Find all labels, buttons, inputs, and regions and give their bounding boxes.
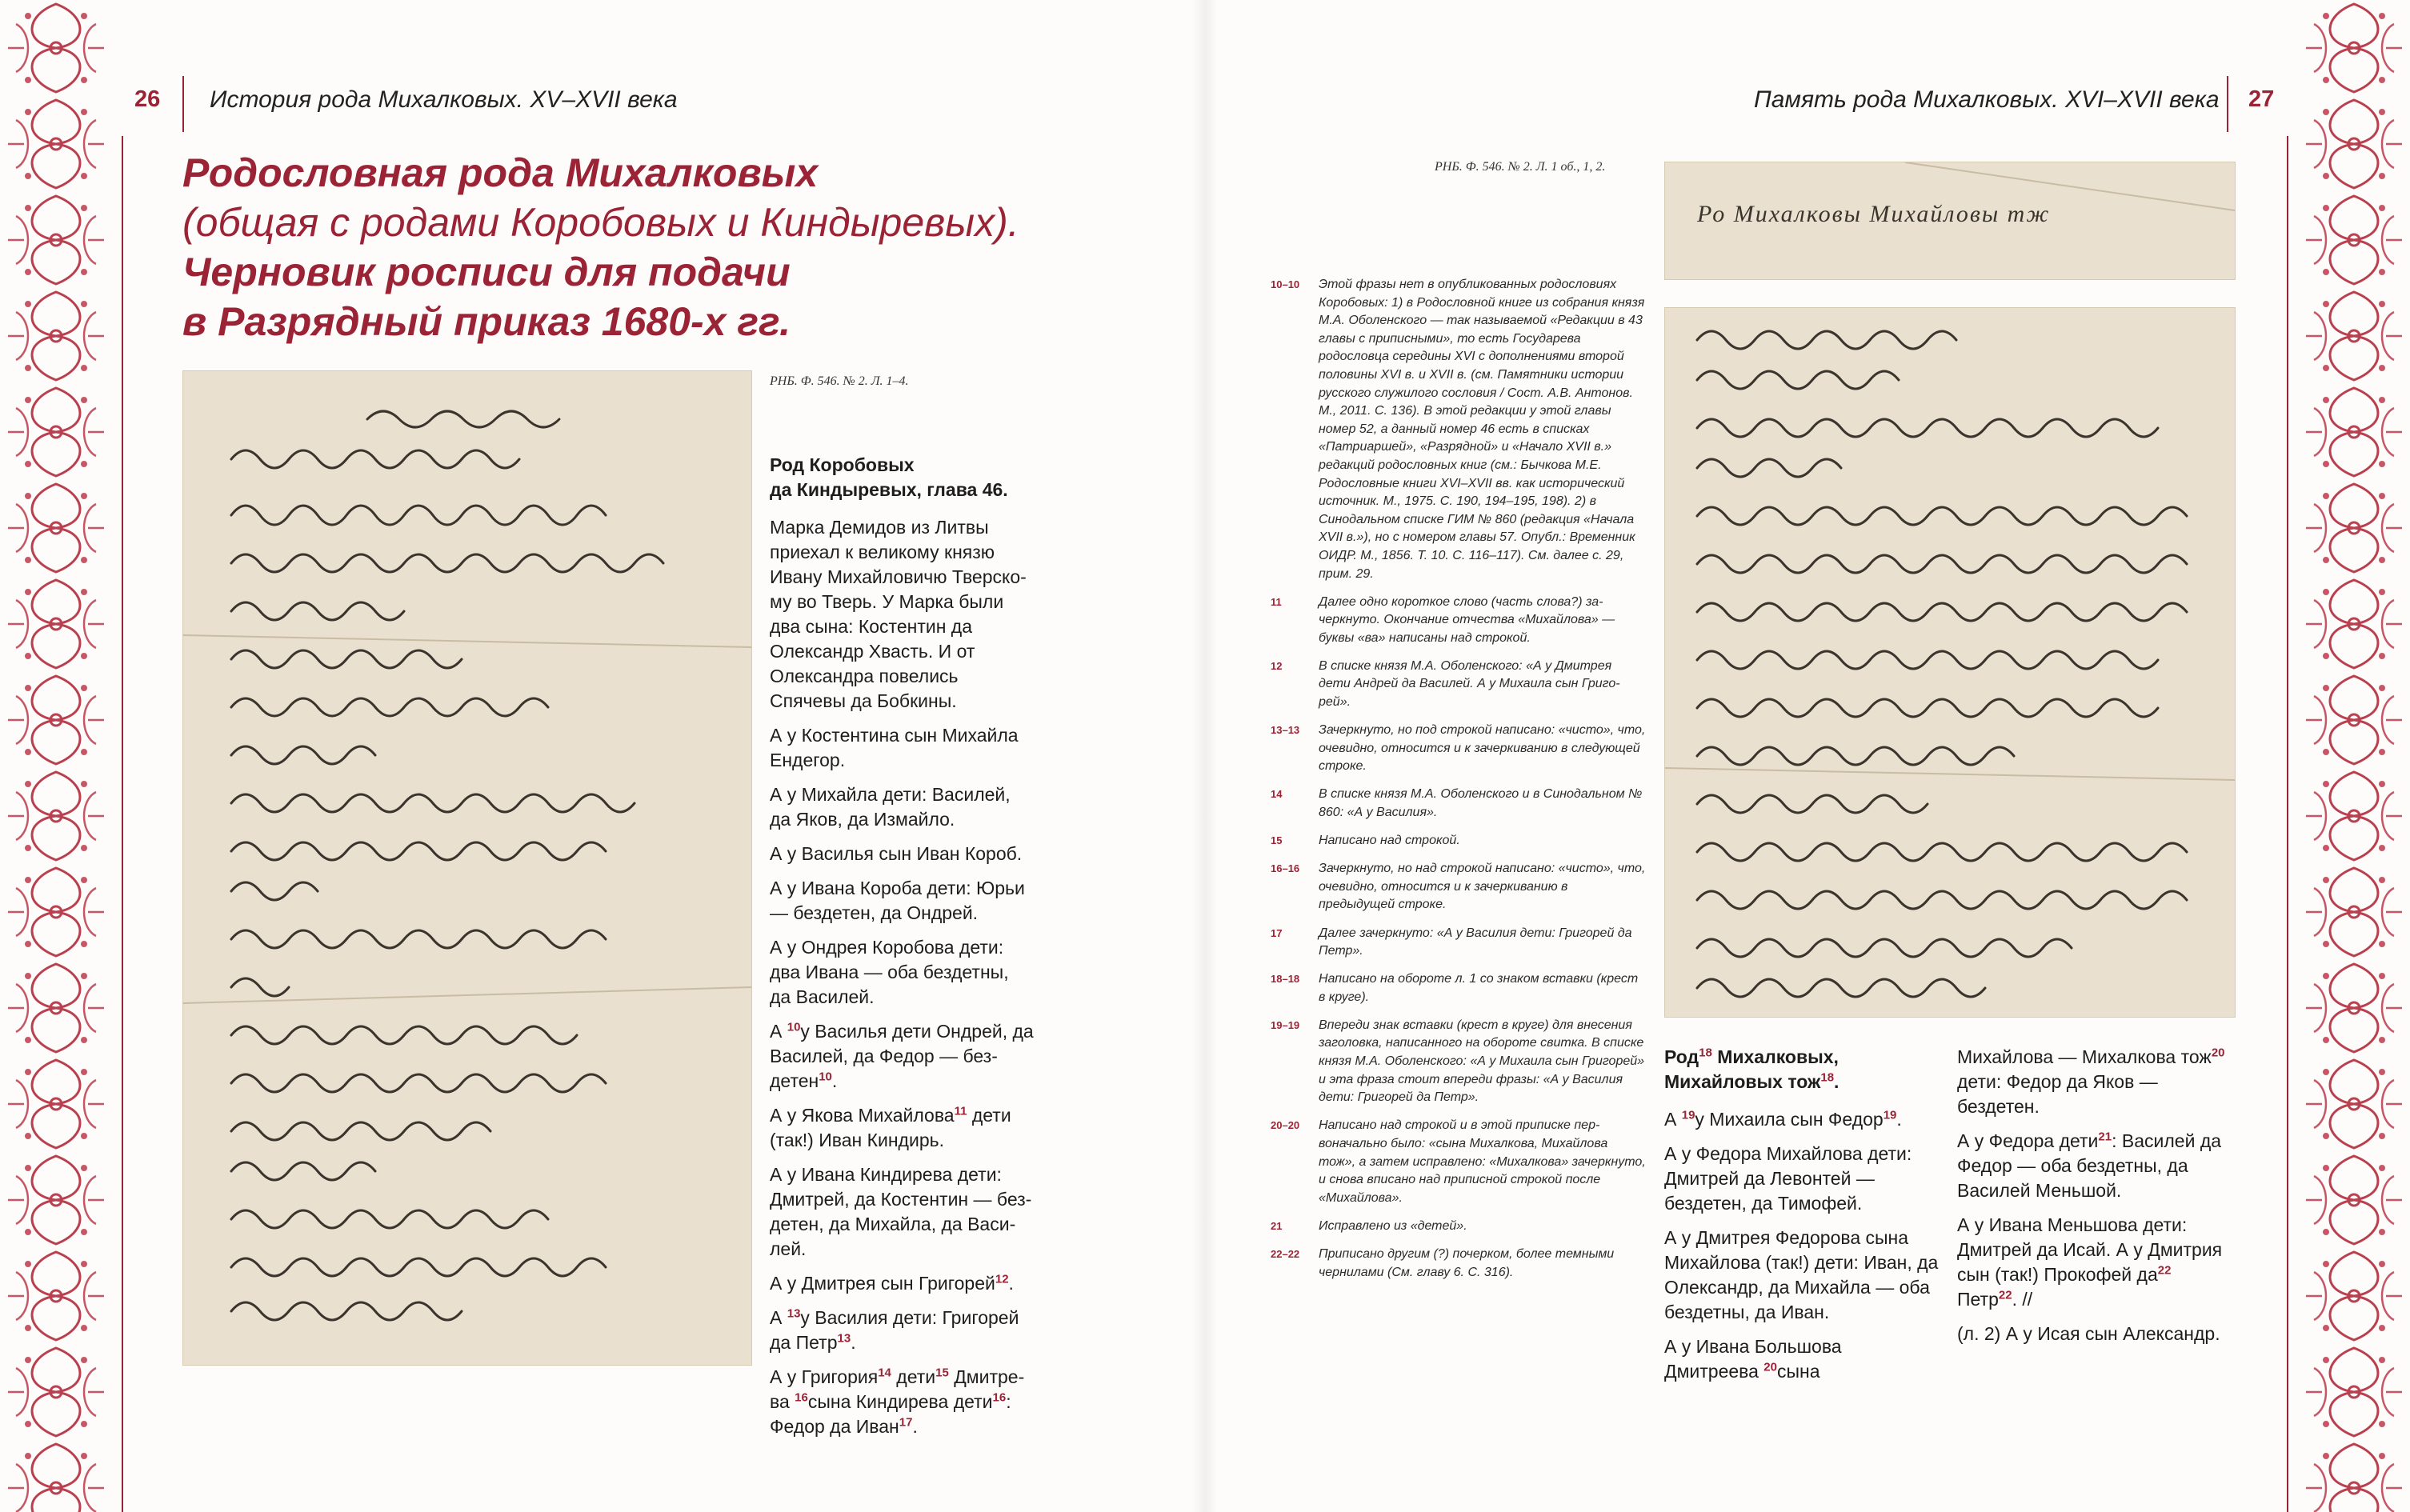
- text-run: у Василия дети: Григорей да Петр: [770, 1307, 1019, 1353]
- footnote-text: Написано над строкой.: [1319, 834, 1460, 848]
- transcription-right-col1: [1664, 1045, 1940, 1394]
- footnote-text: Зачеркнуто, но над строкой написано: «чисто», что, очевидно, относится и к зачеркиванию в предыдущей строке.: [1319, 862, 1646, 912]
- page-number-left: 26: [134, 86, 161, 112]
- footnote-marker: 10: [819, 1070, 832, 1084]
- section-heading-korobovy: [770, 453, 1034, 502]
- paragraph-2: А у Костентина сын Михайла Ендегор.: [770, 725, 1019, 770]
- footnote-marker: 10: [787, 1020, 801, 1034]
- page-number-right: 27: [2248, 86, 2275, 112]
- text-run: сына: [1776, 1361, 1820, 1382]
- footnote-number: 11: [1271, 595, 1282, 608]
- footnote-text: Впереди знак вставки (крест в круге) для внесения заголовка, написанного на обороте свитка. В списке князя М.А. Оболенского: «А у Михаила сын Григорей» и эта фраза стоит впереди фразы: «А у Василия дети: Григорей да Петр».: [1319, 1018, 1645, 1105]
- paragraph-4: А у Василья сын Иван Короб.: [770, 843, 1023, 864]
- running-title-right: Память рода Михалковых. XVI–XVII века: [1754, 86, 2220, 113]
- footnote-number: 22–22: [1271, 1247, 1300, 1260]
- text-run: А у Григория: [770, 1366, 879, 1387]
- paragraph-10: [770, 1271, 1034, 1296]
- footnote-text: В списке князя М.А. Оболенского и в Синодальном № 860: «А у Василия».: [1319, 787, 1643, 820]
- footnote-marker: 15: [935, 1366, 949, 1380]
- footnote-item: [1271, 970, 1647, 1006]
- book-gutter: [1192, 0, 1218, 1512]
- paragraph-r8: (л. 2) А у Исая сын Александр.: [1957, 1323, 2220, 1344]
- page-title: [182, 148, 1063, 346]
- footnote-marker: 22: [1998, 1288, 2012, 1302]
- paragraph-r2: А у Федора Михайлова дети: Дмитрей да Левонтей — бездетен, да Тимофей.: [1664, 1143, 1912, 1214]
- footnote-number: 21: [1271, 1219, 1283, 1232]
- text-run: А у Дмитрея сын Григорей: [770, 1273, 995, 1294]
- paragraph-r3: А у Дмитрея Федорова сына Михайлова (так!) дети: Иван, да Олександр, да Михайла — оба бездетны, да Иван.: [1664, 1227, 1939, 1322]
- footnote-text: Далее одно короткое слово (часть слова?) зачеркнуто. Окончание отчества «Михайлова» — буквы «ва» написаны над строкой.: [1319, 594, 1615, 645]
- text-run: .: [912, 1416, 918, 1437]
- footnote-item: [1271, 1117, 1647, 1207]
- text-run: Михайлова — Михалкова тож: [1957, 1046, 2212, 1067]
- title-line-2: (общая с родами Коробовых и Киндыревых).: [182, 200, 1019, 245]
- footnote-item: [1271, 1218, 1647, 1236]
- section-heading-mikhalkovy: [1664, 1045, 1940, 1094]
- footnote-item: [1271, 722, 1647, 776]
- handwriting-lines-right: [1665, 308, 2235, 1017]
- footnote-number: 15: [1271, 834, 1283, 847]
- section-heading-line-2: да Киндыревых, глава 46.: [770, 479, 1008, 500]
- paragraph-r6: [1957, 1129, 2233, 1203]
- text-run: А: [770, 1307, 787, 1328]
- transcription-left: [770, 453, 1034, 1449]
- paragraph-3: А у Михайла дети: Василей, да Яков, да Измайло.: [770, 784, 1011, 830]
- paragraph-r5: [1957, 1045, 2233, 1119]
- paragraph-r1: [1664, 1107, 1940, 1132]
- text-run: А: [770, 1021, 787, 1042]
- footnote-marker: 16: [992, 1390, 1007, 1405]
- text-run: дети: Федор да Яков — бездетен.: [1957, 1071, 2158, 1117]
- text-run: Петр: [1957, 1289, 1999, 1310]
- text-run: . //: [2012, 1289, 2033, 1310]
- footnote-marker: 18: [1699, 1046, 1712, 1060]
- paragraph-5: А у Ивана Короба дети: Юрьи — бездетен, да Ондрей.: [770, 878, 1025, 923]
- text-run: А у Ивана Большова Дмитреева: [1664, 1336, 1842, 1382]
- footnote-marker: 19: [1883, 1108, 1897, 1122]
- footnote-number: 20–20: [1271, 1119, 1300, 1132]
- text-run: у Василья дети Ондрей, да Василей, да Федор — бездетен: [770, 1021, 1034, 1091]
- transcription-right-col2: [1957, 1045, 2233, 1356]
- title-line-1: Родословная рода Михалковых: [182, 150, 819, 195]
- footnote-marker: 11: [954, 1104, 967, 1118]
- header-divider-right: [2227, 76, 2228, 132]
- footnote-number: 19–19: [1271, 1018, 1300, 1031]
- text-run: А у Ивана Меньшова дети: Дмитрей да Исай. А у Дмитрия сын (так!) Прокофей да: [1957, 1214, 2223, 1285]
- manuscript-strip-text: Ро Михалковы Михайловы тж: [1697, 201, 2051, 227]
- footnote-marker: 12: [995, 1272, 1009, 1286]
- footnote-number: 18–18: [1271, 973, 1300, 986]
- paragraph-7: [770, 1019, 1034, 1094]
- paragraph-8: [770, 1103, 1034, 1153]
- paragraph-11: [770, 1306, 1034, 1355]
- text-run: дети: [891, 1366, 936, 1387]
- text-run: сына Киндирева дети: [807, 1391, 993, 1412]
- text-run: Род: [1664, 1046, 1699, 1067]
- text-run: .: [1896, 1109, 1902, 1130]
- footnote-number: 17: [1271, 926, 1283, 939]
- text-run: .: [1008, 1273, 1014, 1294]
- footnote-item: [1271, 786, 1647, 822]
- running-title-left: История рода Михалковых. XV–XVII века: [210, 86, 678, 113]
- text-run: А у Федора дети: [1957, 1130, 2099, 1151]
- footnote-number: 12: [1271, 659, 1283, 672]
- footnote-number: 13–13: [1271, 724, 1300, 737]
- title-line-4: в Разрядный приказ 1680-х гг.: [182, 299, 791, 344]
- footnote-marker: 19: [1681, 1108, 1695, 1122]
- footnote-item: [1271, 832, 1647, 850]
- footnote-text: Далее зачеркнуто: «А у Василия дети: Григорей да Петр».: [1319, 926, 1632, 958]
- margin-line-left: [122, 136, 123, 1512]
- text-run: дети (так!) Иван Киндирь.: [770, 1105, 1011, 1150]
- text-run: .: [1834, 1071, 1840, 1092]
- paragraph-12: [770, 1365, 1034, 1439]
- ornamental-border-left: [0, 0, 112, 1512]
- footnote-marker: 20: [2211, 1046, 2225, 1060]
- ornamental-border-right: [2298, 0, 2410, 1512]
- text-run: А у Якова Михайлова: [770, 1105, 955, 1126]
- footnote-item: [1271, 1017, 1647, 1107]
- paragraph-1: Марка Демидов из Литвы приехал к великому князю Ивану Михайловичю Тверскому во Тверь. У Марка были два сына: Костентин да Олександр Хвасть. И от Олександра повелись Спячевы да Бобкины.: [770, 517, 1027, 711]
- header-divider-left: [182, 76, 184, 132]
- text-run: : Федор да Иван: [770, 1391, 1011, 1437]
- footnotes: [1271, 276, 1647, 1292]
- footnote-item: [1271, 658, 1647, 712]
- footnote-item: [1271, 925, 1647, 961]
- paragraph-r7: [1957, 1213, 2233, 1312]
- footnote-marker: 20: [1763, 1360, 1777, 1374]
- footnote-text: Исправлено из «детей».: [1319, 1218, 1467, 1233]
- paragraph-r4: [1664, 1334, 1940, 1384]
- footnote-text: В списке князя М.А. Оболенского: «А у Дмитрея дети Андрей да Василей. А у Михаила сын Григорей».: [1319, 658, 1620, 710]
- footnote-text: Написано на обороте л. 1 со знаком вставки (крест в круге).: [1319, 972, 1639, 1004]
- footnote-text: Написано над строкой и в этой приписке первоначально было: «сына Михалкова, Михайлова тож», а затем исправлено: «Михалкова» зачеркнуто, и снова вписано над приписной строкой после «Михайлова».: [1319, 1118, 1646, 1205]
- text-run: Михалковых,: [1711, 1046, 1839, 1067]
- caption-left: РНБ. Ф. 546. № 2. Л. 1–4.: [770, 374, 909, 388]
- paragraph-9: А у Ивана Киндирева дети: Дмитрей, да Костентин — бездетен, да Михайла, да Василей.: [770, 1164, 1032, 1259]
- footnote-marker: 13: [787, 1306, 801, 1321]
- title-line-3: Черновик росписи для подачи: [182, 250, 791, 294]
- paragraph-6: А у Ондрея Коробова дети: два Ивана — оба бездетны, да Василей.: [770, 937, 1009, 1007]
- text-run: : Василей да Федор — оба бездетны, да Василей Меньшой.: [1957, 1130, 2222, 1201]
- footnote-marker: 18: [1820, 1070, 1835, 1085]
- footnote-number: 14: [1271, 788, 1283, 801]
- footnote-item: [1271, 594, 1647, 648]
- strip-creases: [1665, 162, 2235, 279]
- footnote-item: [1271, 276, 1647, 583]
- footnote-text: Этой фразы нет в опубликованных родословиях Коробовых: 1) в Родословной книге из собрания князя М.А. Оболенского — так называемой «Редакции в 43 главы с приписными», то есть Государева родословца середины XVI с дополнениями второй половины XVI в. и XVII в. (см. Памятники истории русского служилого сословия / Сост. А.В. Антонов. М., 2011. С. 136). В этой редакции у этой главы номер 52, а данный номер 46 есть в списках «Патриаршей», «Разрядной» и «Начало XVII в.» редакций родословных книг (см.: Бычкова М.Е. Родословные книги XVI–XVII вв. как исторический источник. М., 1975. С. 190, 194–195, 198). 2) в Синодальном списке ГИМ № 860 (редакция «Начала XVII в.»), но с номером главы 57. Опубл.: Временник ОИДР. М., 1856. Т. 10. С. 116–117). См. далее с. 29, прим. 29.: [1319, 278, 1645, 581]
- handwriting-lines-left: [183, 371, 751, 1365]
- manuscript-image-right: [1664, 307, 2236, 1018]
- footnote-marker: 17: [899, 1415, 913, 1430]
- footnote-marker: 14: [878, 1366, 891, 1380]
- footnote-number: 10–10: [1271, 278, 1300, 290]
- text-run: .: [831, 1070, 838, 1091]
- text-run: А: [1664, 1109, 1682, 1130]
- footnote-marker: 21: [2098, 1130, 2112, 1144]
- section-heading-line-1: Род Коробовых: [770, 454, 915, 475]
- footnote-text: Приписано другим (?) почерком, более темными чернилами (См. главу 6. С. 316).: [1319, 1246, 1615, 1279]
- footnote-marker: 16: [795, 1390, 808, 1405]
- text-run: Михайловых тож: [1664, 1071, 1821, 1092]
- caption-right: РНБ. Ф. 546. № 2. Л. 1 об., 1, 2.: [1435, 160, 1606, 174]
- footnote-item: [1271, 860, 1647, 914]
- text-run: у Михаила сын Федор: [1695, 1109, 1884, 1130]
- footnote-number: 16–16: [1271, 862, 1300, 875]
- manuscript-strip-right: [1664, 162, 2236, 280]
- footnote-item: [1271, 1246, 1647, 1282]
- margin-line-right: [2287, 136, 2288, 1512]
- footnote-marker: 13: [837, 1331, 851, 1346]
- manuscript-image-left: [182, 370, 752, 1366]
- footnote-text: Зачеркнуто, но под строкой написано: «чисто», что, очевидно, относится и к зачеркиванию в следующей строке.: [1319, 723, 1646, 774]
- text-run: Дмитрева: [770, 1366, 1025, 1412]
- text-run: .: [851, 1332, 856, 1353]
- footnote-marker: 22: [2157, 1263, 2172, 1278]
